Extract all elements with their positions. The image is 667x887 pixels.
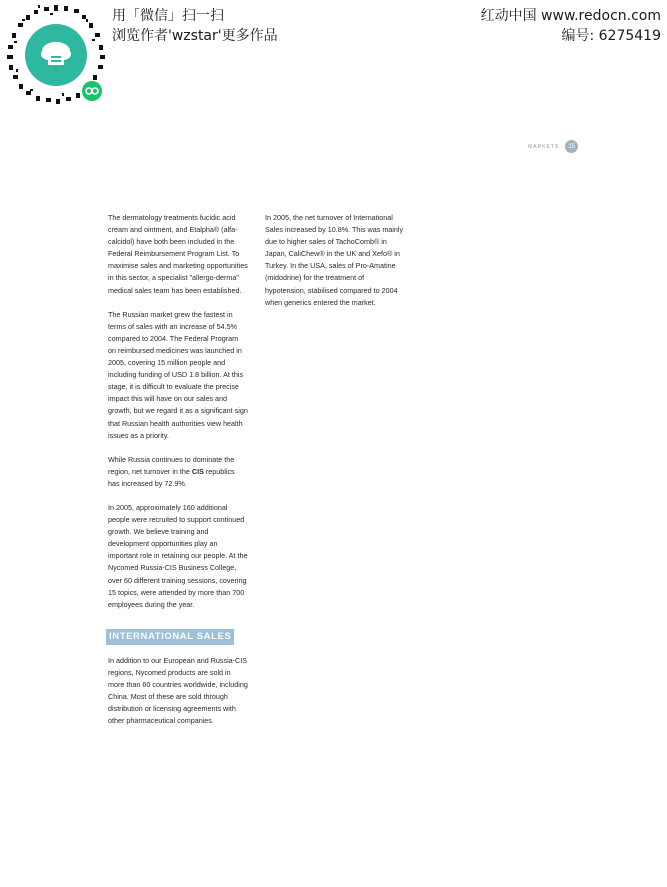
text-column-right [265,212,405,321]
paragraph-recruitment: In 2005, approximately 160 additional people were recruited to support continued growth. We believe training and development opportunities play an important role in retaining our people. At the Nycomed Russia-CIS Business College, over 60 different training sessions, covering 15 topics, were attended by more than 700 employees during the year. [108,502,248,609]
paragraph-russian-market: The Russian market grew the fastest in terms of sales with an increase of 54.5% compared to 2004. The Federal Program on reimbursed medicines was launched in 2005, covering 15 million people and including funding of USD 1.8 billion. At this stage, it is difficult to evaluate the precise impact this will have on our sales and growth, but we regard it as a significant sign that Russian health authorities view health issues as a priority. [108,309,248,440]
cis-bold: CIS [191,466,204,476]
qr-code-graphic [4,3,108,107]
paragraph-international-turnover: In 2005, the net turnover of International Sales increased by 10.8%. This was mainly due to higher sales of TachoComb® in Japan, CaliChew® in the UK and Xefo® in Turkey. In the USA, sales of Pro-Amatine (midodrine) for the treatment of hypotension, stabilised compared to 2004 when generics entered the market. [265,213,404,307]
paragraph-international: In addition to our European and Russia-CIS regions, Nycomed products are sold in more than 60 countries worldwide, including China. Most of these are sold through distribution or licensing agreements with other pharmaceutical companies. [108,655,248,726]
scan-line-2: 浏览作者'wzstar'更多作品 [112,28,278,44]
page-section-label [528,140,578,153]
scan-line-1: 用「微信」扫一扫 [112,8,224,24]
item-number: 编号: 6275419 [561,28,661,44]
section-name: MARKETS [528,143,560,150]
qr-code-icon[interactable] [4,3,108,107]
site-info [481,6,661,46]
cis-text-after: republics has increased by 72.9%. [108,466,235,488]
page-number-badge: 15 [565,140,578,153]
section-heading-international-sales: INTERNATIONAL SALES [106,629,234,645]
paragraph-dermatology: The dermatology treatments fucidic acid cream and ointment, and Etalpha® (alfa-calcidol) have both been included in the Federal Reimbursement Program List. To maximise sales and marketing opportunities in this sector, a specialist "allergo-derma" medical sales team has been established. [108,213,248,295]
scan-instructions [112,6,278,46]
text-column-left [108,212,248,739]
paragraph-cis [108,454,248,490]
cis-text-before: While Russia continues to dominate the region, net turnover in the [108,454,235,476]
site-url[interactable]: 红动中国 www.redocn.com [480,8,661,24]
watermark-header [0,0,667,110]
